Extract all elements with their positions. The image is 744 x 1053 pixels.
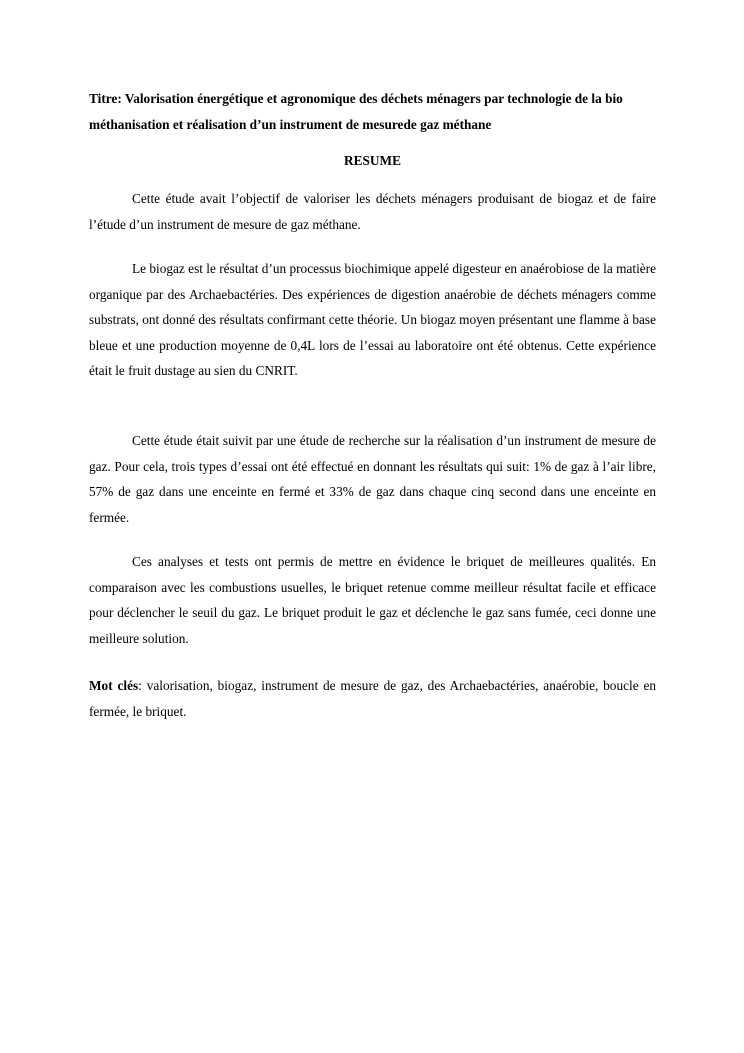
- paragraph-2: Le biogaz est le résultat d’un processus biochimique appelé digesteur en anaérobiose de la matière organique par des Archaebactéries. Des expériences de digestion anaérobie de déchets ménagers comme substrats, ont donné des résultats confirmant cette théorie. Un biogaz moyen présentant une flamme à base bleue et une production moyenne de 0,4L lors de l’essai au laboratoire ont été obtenus. Cette expérience était le fruit dustage au sien du CNRIT.: [89, 261, 656, 378]
- paragraph-1: Cette étude avait l’objectif de valoriser les déchets ménagers produisant de biogaz et de faire l’étude d’un instrument de mesure de gaz méthane.: [89, 191, 656, 232]
- paragraph-3: Cette étude était suivit par une étude de recherche sur la réalisation d’un instrument de mesure de gaz. Pour cela, trois types d’essai ont été effectué en donnant les résultats qui suit: 1% de gaz à l’air libre, 57% de gaz dans une enceinte en fermé et 33% de gaz dans chaque cinq second dans une enceinte en fermée.: [89, 433, 656, 525]
- document-title: Titre: Valorisation énergétique et agronomique des déchets ménagers par technologie de la bio méthanisation et réalisation d’un instrument de mesurede gaz méthane: [89, 91, 623, 132]
- keywords-text: : valorisation, biogaz, instrument de mesure de gaz, des Archaebactéries, anaérobie, boucle en fermée, le briquet.: [89, 678, 657, 719]
- paragraph-4: Ces analyses et tests ont permis de mettre en évidence le briquet de meilleures qualités. En comparaison avec les combustions usuelles, le briquet retenue comme meilleur résultat facile et efficace pour déclencher le seuil du gaz. Le briquet produit le gaz et déclenche le gaz sans fumée, ceci donne une meilleure solution.: [89, 554, 656, 646]
- keywords-label: Mot clés: [89, 678, 139, 693]
- section-heading: RESUME: [344, 153, 401, 168]
- keywords: [89, 673, 656, 724]
